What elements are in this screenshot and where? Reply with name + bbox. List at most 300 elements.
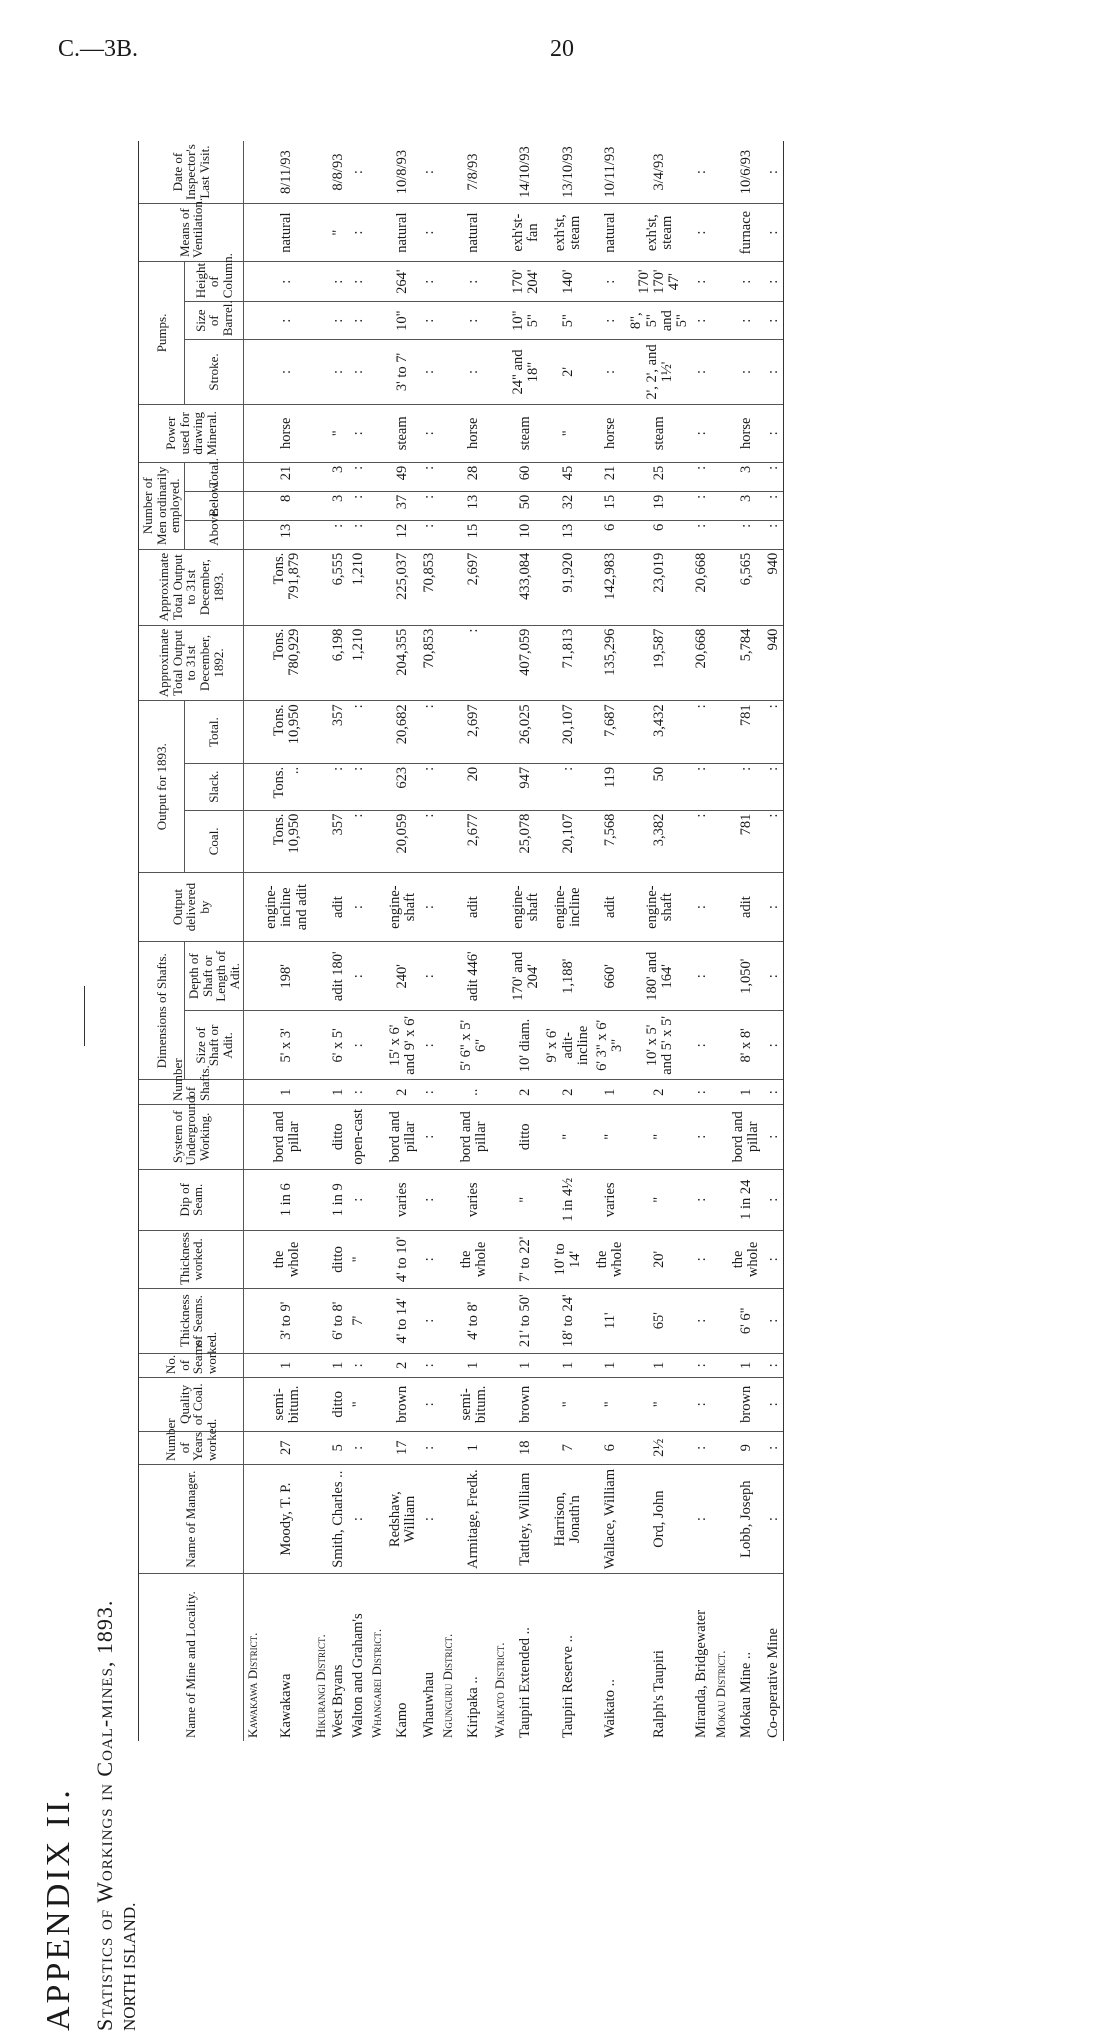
col-power: Power used for drawing Mineral. <box>139 404 244 462</box>
table-row <box>543 141 593 1741</box>
spacer-cell <box>439 763 457 810</box>
cell-column: 140' <box>543 262 593 302</box>
cell-seams: 1 <box>262 1353 312 1378</box>
col-stroke: Stroke. <box>184 340 244 405</box>
cell-shafts: : <box>349 1080 368 1105</box>
cell-men: : <box>420 462 439 491</box>
cell-years: 17 <box>386 1431 420 1464</box>
cell-quality: brown <box>729 1378 763 1432</box>
district-row <box>712 141 730 1741</box>
cell-dip: : <box>692 1169 711 1230</box>
district-row <box>439 141 457 1741</box>
cell-dip: " <box>509 1169 543 1230</box>
cell-seams: : <box>420 1353 439 1378</box>
cell-t1892: 6,198 <box>329 625 348 701</box>
spacer-cell <box>244 491 262 520</box>
cell-years: 27 <box>262 1431 312 1464</box>
spacer-cell <box>368 1011 386 1080</box>
cell-years: 9 <box>729 1431 763 1464</box>
spacer-cell <box>312 204 330 262</box>
cell-mine: Mokau Mine .. <box>737 1651 754 1738</box>
cell-barrel: : <box>349 302 368 340</box>
cell-slack: : <box>729 763 763 810</box>
cell-t1893: 2,697 <box>457 549 491 625</box>
cell-column: : <box>262 262 312 302</box>
spacer-cell <box>312 810 330 872</box>
spacer-cell <box>312 141 330 204</box>
cell-t1893: 142,983 <box>593 549 627 625</box>
spacer-cell <box>244 810 262 872</box>
spacer-cell <box>439 1169 457 1230</box>
spacer-cell <box>491 491 509 520</box>
cell-system: bord and pillar <box>729 1104 763 1169</box>
cell-t1892: 407,059 <box>509 625 543 701</box>
cell-t1893: Tons. 791,879 <box>262 549 312 625</box>
cell-depth: 198' <box>262 942 312 1011</box>
table-row <box>729 141 763 1741</box>
cell-system: ditto <box>329 1104 348 1169</box>
cell-delivered: adit <box>329 873 348 942</box>
statistics-table <box>138 141 784 1741</box>
spacer-cell <box>491 462 509 491</box>
cell-power: horse <box>593 404 627 462</box>
spacer-cell <box>439 1288 457 1353</box>
cell-coal: 2,677 <box>457 810 491 872</box>
cell-manager: Harrison, Jonath'n <box>543 1465 593 1574</box>
cell-system: ditto <box>509 1104 543 1169</box>
spacer-cell <box>439 204 457 262</box>
cell-total: : <box>692 701 711 763</box>
cell-visit: 10/11/93 <box>593 141 627 204</box>
col-last-visit: Date of Inspector's Last Visit. <box>139 141 244 204</box>
spacer-cell <box>368 810 386 872</box>
spacer-cell <box>244 625 262 701</box>
col-quality: Quality of Coal. <box>139 1378 244 1432</box>
spacer-cell <box>368 1353 386 1378</box>
cell-worked: 20' <box>627 1230 692 1288</box>
col-total-1893: Approximate Total Output to 31st December, 1893. <box>139 549 244 625</box>
cell-mine: Miranda, Bridgewater <box>693 1609 710 1738</box>
cell-thick: : <box>692 1288 711 1353</box>
cell-coal: 20,107 <box>543 810 593 872</box>
spacer-cell <box>312 404 330 462</box>
table-body <box>244 141 783 1741</box>
cell-t1893: 225,037 <box>386 549 420 625</box>
cell-coal: : <box>692 810 711 872</box>
cell-men: 60 <box>509 462 543 491</box>
spacer-cell <box>244 942 262 1011</box>
cell-thick: 65' <box>627 1288 692 1353</box>
cell-men: 25 <box>627 462 692 491</box>
cell-thick: : <box>420 1288 439 1353</box>
cell-mine: Ralph's Taupiri <box>651 1650 668 1738</box>
cell-years: : <box>692 1431 711 1464</box>
cell-delivered: adit <box>457 873 491 942</box>
district-label: Mokau District. <box>712 1650 728 1738</box>
cell-power: : <box>764 404 784 462</box>
district-row <box>244 141 262 1741</box>
cell-above: : <box>349 520 368 549</box>
table-row <box>386 141 420 1741</box>
cell-depth: 240' <box>386 942 420 1011</box>
spacer-cell <box>368 1378 386 1432</box>
table-row <box>349 141 368 1741</box>
spacer-cell <box>439 491 457 520</box>
col-total-1892: Approximate Total Output to 31st December, 1892. <box>139 625 244 701</box>
cell-vent: natural <box>386 204 420 262</box>
table-row <box>457 141 491 1741</box>
spacer-cell <box>439 625 457 701</box>
spacer-cell <box>439 1465 457 1574</box>
spacer-cell <box>244 763 262 810</box>
cell-column: 264' <box>386 262 420 302</box>
col-mine: Name of Mine and Locality. <box>139 1574 244 1741</box>
spacer-cell <box>368 1431 386 1464</box>
cell-size: 6' x 5' <box>329 1011 348 1080</box>
spacer-cell <box>312 491 330 520</box>
cell-men: : <box>349 462 368 491</box>
cell-t1892: : <box>457 625 491 701</box>
spacer-cell <box>712 1169 730 1230</box>
spacer-cell <box>491 1431 509 1464</box>
spacer-cell <box>312 302 330 340</box>
cell-t1892: 70,853 <box>420 625 439 701</box>
cell-system: : <box>420 1104 439 1169</box>
cell-shafts: 2 <box>386 1080 420 1105</box>
cell-coal: : <box>349 810 368 872</box>
spacer-cell <box>712 262 730 302</box>
cell-vent: furnace <box>729 204 763 262</box>
spacer-cell <box>712 763 730 810</box>
table-title: Statistics of Workings in Coal-mines, 1893. <box>92 1599 117 2031</box>
cell-stroke: : <box>262 340 312 405</box>
cell-worked: 7' to 22' <box>509 1230 543 1288</box>
spacer-cell <box>712 942 730 1011</box>
cell-years: 5 <box>329 1431 348 1464</box>
cell-mine: Kamo <box>394 1702 411 1738</box>
cell-t1892: 204,355 <box>386 625 420 701</box>
spacer-cell <box>491 701 509 763</box>
cell-system: open-cast <box>349 1104 368 1169</box>
spacer-cell <box>244 873 262 942</box>
cell-visit: 14/10/93 <box>509 141 543 204</box>
cell-above: 6 <box>627 520 692 549</box>
cell-below: 37 <box>386 491 420 520</box>
spacer-cell <box>368 625 386 701</box>
spacer-cell <box>439 262 457 302</box>
col-slack: Slack. <box>184 763 244 810</box>
cell-seams: 1 <box>593 1353 627 1378</box>
spacer-cell <box>368 1288 386 1353</box>
spacer-cell <box>312 549 330 625</box>
spacer-cell <box>312 262 330 302</box>
cell-years: : <box>764 1431 784 1464</box>
district-label: Hikurangi District. <box>312 1634 328 1738</box>
cell-stroke: : <box>349 340 368 405</box>
appendix-heading: APPENDIX II. <box>40 1787 77 2031</box>
document-reference: C.—3B. <box>58 36 139 62</box>
spacer-cell <box>312 1353 330 1378</box>
col-delivered: Output delivered by <box>139 873 244 942</box>
spacer-cell <box>244 549 262 625</box>
spacer-cell <box>439 1431 457 1464</box>
cell-coal: 357 <box>329 810 348 872</box>
cell-stroke: : <box>420 340 439 405</box>
cell-power: horse <box>262 404 312 462</box>
cell-t1892: 19,587 <box>627 625 692 701</box>
spacer-cell <box>712 810 730 872</box>
cell-total: Tons. 10,950 <box>262 701 312 763</box>
cell-mine: Taupiri Extended .. <box>517 1627 534 1738</box>
spacer-cell <box>368 1104 386 1169</box>
cell-slack: 119 <box>593 763 627 810</box>
table-row <box>509 141 543 1741</box>
cell-below: 50 <box>509 491 543 520</box>
spacer-cell <box>491 302 509 340</box>
spacer-cell <box>439 1230 457 1288</box>
cell-quality: : <box>764 1378 784 1432</box>
col-men: Number of Men ordinarily employed. <box>139 462 185 549</box>
table-row <box>692 141 711 1741</box>
cell-dip: 1 in 24 <box>729 1169 763 1230</box>
cell-visit: : <box>764 141 784 204</box>
cell-coal: Tons. 10,950 <box>262 810 312 872</box>
spacer-cell <box>368 942 386 1011</box>
cell-worked: : <box>420 1230 439 1288</box>
cell-barrel: 10" <box>386 302 420 340</box>
spacer-cell <box>244 462 262 491</box>
cell-below: 3 <box>729 491 763 520</box>
spacer-cell <box>439 810 457 872</box>
cell-men: 3 <box>329 462 348 491</box>
spacer-cell <box>439 549 457 625</box>
spacer-cell <box>244 520 262 549</box>
cell-total: : <box>420 701 439 763</box>
cell-seams: 1 <box>509 1353 543 1378</box>
cell-manager: Armitage, Fredk. <box>457 1465 491 1574</box>
cell-men: 21 <box>593 462 627 491</box>
spacer-cell <box>312 763 330 810</box>
cell-system: " <box>593 1104 627 1169</box>
cell-barrel: : <box>692 302 711 340</box>
cell-vent: " <box>329 204 348 262</box>
table-row <box>420 141 439 1741</box>
cell-below: : <box>349 491 368 520</box>
cell-quality: semi-bitum. <box>457 1378 491 1432</box>
cell-quality: : <box>420 1378 439 1432</box>
spacer-cell <box>712 404 730 462</box>
spacer-cell <box>244 262 262 302</box>
spacer-cell <box>439 462 457 491</box>
cell-system: bord and pillar <box>386 1104 420 1169</box>
cell-worked: 10' to 14' <box>543 1230 593 1288</box>
cell-t1892: Tons. 780,929 <box>262 625 312 701</box>
cell-t1893: 940 <box>764 549 784 625</box>
cell-t1892: 1,210 <box>349 625 368 701</box>
cell-size: : <box>349 1011 368 1080</box>
cell-manager: Ord, John <box>627 1465 692 1574</box>
spacer-cell <box>312 1169 330 1230</box>
cell-coal: 7,568 <box>593 810 627 872</box>
cell-thick: 3' to 9' <box>262 1288 312 1353</box>
spacer-cell <box>244 1431 262 1464</box>
cell-vent: exh'st-fan <box>509 204 543 262</box>
spacer-cell <box>244 204 262 262</box>
spacer-cell <box>491 1465 509 1574</box>
spacer-cell <box>712 520 730 549</box>
cell-seams: 1 <box>627 1353 692 1378</box>
cell-column: : <box>593 262 627 302</box>
spacer-cell <box>244 701 262 763</box>
cell-quality: : <box>692 1378 711 1432</box>
cell-power: : <box>420 404 439 462</box>
spacer-cell <box>244 1104 262 1169</box>
spacer-cell <box>712 1080 730 1105</box>
cell-total: 7,687 <box>593 701 627 763</box>
cell-vent: : <box>349 204 368 262</box>
col-below: Below. <box>184 491 244 520</box>
cell-visit: 10/8/93 <box>386 141 420 204</box>
cell-delivered: engine-incline <box>543 873 593 942</box>
spacer-cell <box>439 1011 457 1080</box>
cell-power: horse <box>457 404 491 462</box>
spacer-cell <box>491 625 509 701</box>
spacer-cell <box>312 1288 330 1353</box>
cell-shafts: 2 <box>543 1080 593 1105</box>
col-men-total: Total. <box>184 462 244 491</box>
cell-below: : <box>764 491 784 520</box>
spacer-cell <box>244 1378 262 1432</box>
cell-above: : <box>764 520 784 549</box>
spacer-cell <box>368 701 386 763</box>
spacer-cell <box>312 1011 330 1080</box>
cell-worked: the whole <box>729 1230 763 1288</box>
cell-depth: 180' and 164' <box>627 942 692 1011</box>
cell-column: : <box>729 262 763 302</box>
spacer-cell <box>368 204 386 262</box>
cell-dip: : <box>420 1169 439 1230</box>
spacer-cell <box>312 340 330 405</box>
cell-manager: : <box>420 1465 439 1574</box>
spacer-cell <box>439 1080 457 1105</box>
cell-visit: 3/4/93 <box>627 141 692 204</box>
cell-column: : <box>692 262 711 302</box>
cell-manager: Wallace, William <box>593 1465 627 1574</box>
spacer-cell <box>491 942 509 1011</box>
spacer-cell <box>712 204 730 262</box>
cell-system: : <box>764 1104 784 1169</box>
cell-delivered: : <box>349 873 368 942</box>
cell-stroke: 2' <box>543 340 593 405</box>
col-size: Size of Shaft or Adit. <box>184 1011 244 1080</box>
col-years: Number of Years worked. <box>139 1431 244 1464</box>
cell-t1893: 6,565 <box>729 549 763 625</box>
cell-column: : <box>764 262 784 302</box>
col-dimensions: Dimensions of Shafts. <box>139 942 185 1080</box>
cell-thick: 6' to 8' <box>329 1288 348 1353</box>
col-depth: Depth of Shaft or Length of Adit. <box>184 942 244 1011</box>
cell-quality: semi-bitum. <box>262 1378 312 1432</box>
spacer-cell <box>312 520 330 549</box>
district-label: Ngunguru District. <box>440 1633 456 1738</box>
cell-system: : <box>692 1104 711 1169</box>
spacer-cell <box>368 520 386 549</box>
cell-quality: brown <box>386 1378 420 1432</box>
cell-above: 12 <box>386 520 420 549</box>
spacer-cell <box>491 1378 509 1432</box>
cell-shafts: 2 <box>627 1080 692 1105</box>
spacer-cell <box>439 701 457 763</box>
spacer-cell <box>712 491 730 520</box>
spacer-cell <box>244 404 262 462</box>
cell-below: 3 <box>329 491 348 520</box>
cell-mine: Co-operative Mine <box>764 1574 784 1741</box>
cell-seams: : <box>764 1353 784 1378</box>
cell-shafts: 1 <box>593 1080 627 1105</box>
cell-manager: : <box>764 1465 784 1574</box>
spacer-cell <box>491 141 509 204</box>
spacer-cell <box>712 141 730 204</box>
cell-manager: Moody, T. P. <box>262 1465 312 1574</box>
spacer-cell <box>312 1230 330 1288</box>
col-ventilation: Means of Ventilation. <box>139 204 244 262</box>
cell-depth: 660' <box>593 942 627 1011</box>
cell-worked: ditto <box>329 1230 348 1288</box>
col-output: Output for 1893. <box>139 701 185 873</box>
cell-depth: 1,188' <box>543 942 593 1011</box>
cell-t1892: 20,668 <box>692 625 711 701</box>
spacer-cell <box>368 763 386 810</box>
spacer-cell <box>712 1288 730 1353</box>
cell-thick: 21' to 50' <box>509 1288 543 1353</box>
cell-power: steam <box>509 404 543 462</box>
cell-above: 6 <box>593 520 627 549</box>
cell-visit: : <box>420 141 439 204</box>
spacer-cell <box>312 625 330 701</box>
cell-manager: Lobb, Joseph <box>729 1465 763 1574</box>
cell-above: 15 <box>457 520 491 549</box>
district-label: Kawakawa District. <box>245 1632 261 1738</box>
cell-barrel: : <box>262 302 312 340</box>
spacer-cell <box>368 491 386 520</box>
spacer-cell <box>312 1431 330 1464</box>
cell-size: 5' x 3' <box>262 1011 312 1080</box>
cell-below: 13 <box>457 491 491 520</box>
cell-quality: " <box>349 1378 368 1432</box>
spacer-cell <box>439 1353 457 1378</box>
cell-manager: Tattley, William <box>509 1465 543 1574</box>
cell-quality: " <box>627 1378 692 1432</box>
district-label: Waikato District. <box>492 1642 508 1738</box>
cell-slack: : <box>420 763 439 810</box>
cell-barrel: 5" <box>543 302 593 340</box>
cell-slack: : <box>349 763 368 810</box>
spacer-cell <box>491 1288 509 1353</box>
cell-above: : <box>329 520 348 549</box>
cell-t1892: 5,784 <box>729 625 763 701</box>
cell-years: 1 <box>457 1431 491 1464</box>
spacer-cell <box>712 462 730 491</box>
cell-mine: Waikato .. <box>601 1679 618 1738</box>
cell-years: : <box>349 1431 368 1464</box>
spacer-cell <box>491 340 509 405</box>
cell-shafts: : <box>692 1080 711 1105</box>
cell-delivered: engine-shaft <box>627 873 692 942</box>
col-thickness-worked: Thickness worked. <box>139 1230 244 1288</box>
col-coal: Coal. <box>184 810 244 872</box>
spacer-cell <box>712 1011 730 1080</box>
cell-size: : <box>420 1011 439 1080</box>
